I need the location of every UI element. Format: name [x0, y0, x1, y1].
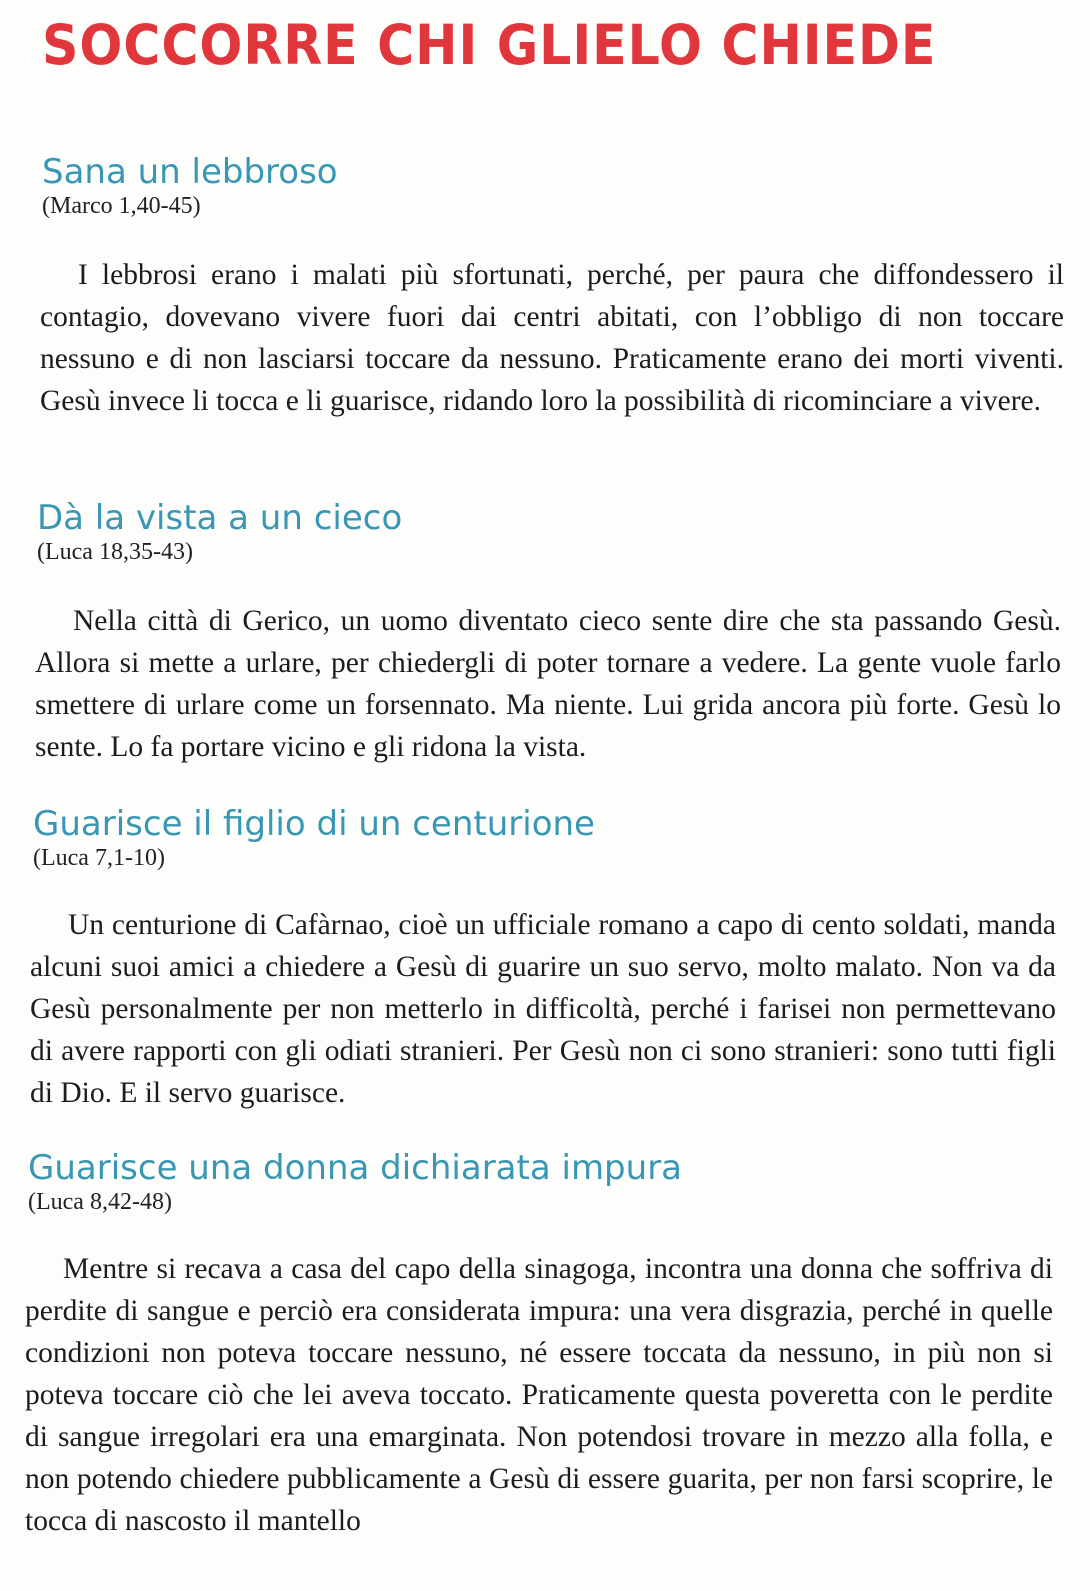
section-centurione — [0, 804, 1090, 1109]
section-donna-impura — [0, 1148, 1090, 1537]
page-title: SOCCORRE CHI GLIELO CHIEDE — [42, 13, 937, 77]
scripture-reference: (Luca 18,35-43) — [37, 539, 193, 565]
scripture-reference: (Luca 8,42-48) — [28, 1189, 172, 1215]
section-cieco — [0, 498, 1090, 763]
section-lebbroso — [0, 152, 1090, 417]
section-paragraph: Nella città di Gerico, un uomo diventato cieco sente dire che sta passando Gesù. Allora si mette a urlare, per chiedergli di poter tornare a vedere. La gente vuole farlo smettere di urlare come un forsennato. Ma niente. Lui grida ancora più forte. Gesù lo sente. Lo fa portare vicino e gli ridona la vista. — [35, 605, 1061, 763]
section-heading: Guarisce il figlio di un centurione — [33, 804, 595, 844]
section-paragraph: Un centurione di Cafàrnao, cioè un ufficiale romano a capo di cento soldati, manda alcuni suoi amici a chiedere a Gesù di guarire un suo servo, molto malato. Non va da Gesù personalmente per non metterlo in difficoltà, perché i farisei non permettevano di avere rapporti con gli odiati stranieri. Per Gesù non ci sono stranieri: sono tutti figli di Dio. E il servo guarisce. — [30, 909, 1056, 1109]
section-heading: Sana un lebbroso — [42, 152, 338, 192]
scripture-reference: (Luca 7,1-10) — [33, 845, 165, 871]
section-heading: Guarisce una donna dichiarata impura — [28, 1148, 683, 1188]
scripture-reference: (Marco 1,40-45) — [42, 193, 201, 219]
section-paragraph: Mentre si recava a casa del capo della sinagoga, incontra una donna che soffriva di perdite di sangue e perciò era considerata impura: una vera disgrazia, perché in quelle condizioni non poteva toccare nessuno, né essere toccata da nessuno, in più non si poteva toccare ciò che lei aveva toccato. Praticamente questa poveretta con le perdite di sangue irregolari era una emarginata. Non potendosi trovare in mezzo alla folla, e non potendo chiedere pubblicamente a Gesù di essere guarita, per non farsi scoprire, le tocca di nascosto il mantello — [25, 1253, 1053, 1537]
section-heading: Dà la vista a un cieco — [37, 498, 403, 538]
section-paragraph: I lebbrosi erano i malati più sfortunati, perché, per paura che diffondessero il contagio, dovevano vivere fuori dai centri abitati, con l’obbligo di non toccare nessuno e di non lasciarsi toccare da nessuno. Praticamente erano dei morti viventi. Gesù invece li tocca e li guarisce, ridando loro la possibilità di ricominciare a vivere. — [40, 259, 1064, 417]
